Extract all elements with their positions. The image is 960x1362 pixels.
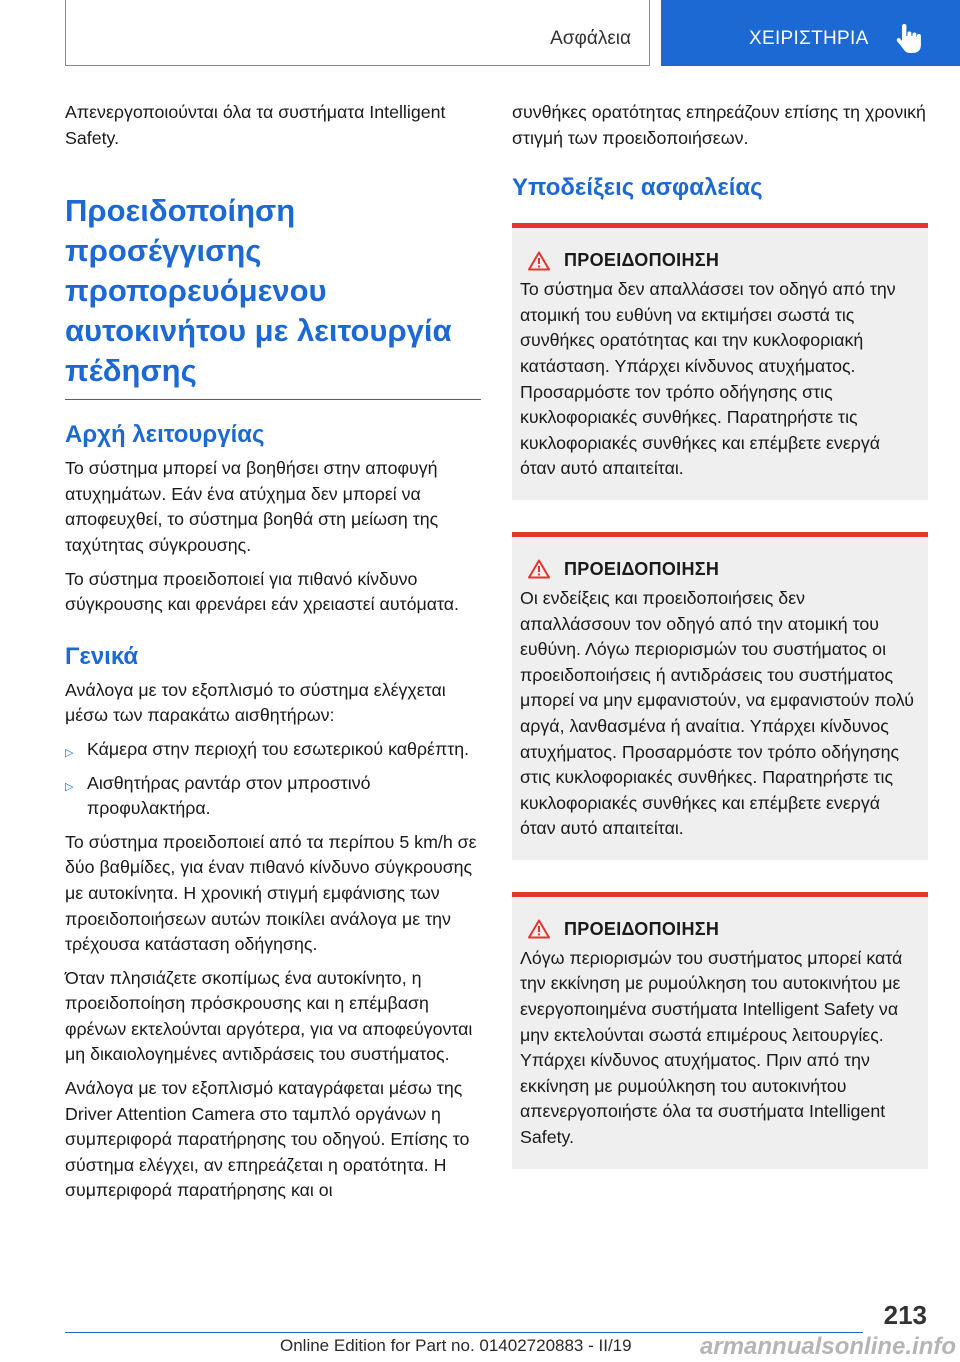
warning-text: Λόγω περιορισμών του συστήματος μπορεί κατά την εκκίνηση με ρυμούλκηση του αυτοκινήτου με ενεργοποιημένα συστήματα Intelligent Safety να μην εκτελούνται σωστά επιμέρους λειτουργίες. Υπάρχει κίνδυνος ατυχήματος. Πριν από την εκκίνηση με ρυμούλκηση του αυτοκινήτου απενεργοποιήστε όλα τα συστήματα Intelligent Safety. <box>520 947 903 1148</box>
warning-title: ΠΡΟΕΙΔΟΠΟΙΗΣΗ <box>564 250 720 271</box>
warning-title: ΠΡΟΕΙΔΟΠΟΙΗΣΗ <box>564 558 720 579</box>
page-number: 213 <box>883 1300 927 1330</box>
warning-triangle-icon <box>528 559 550 579</box>
chapter-tab-label: ΧΕΙΡΙΣΤΗΡΙΑ <box>749 28 869 49</box>
section-heading-general: Γενικά <box>65 642 139 670</box>
section-heading-principle: Αρχή λειτουργίας <box>65 421 265 449</box>
page-title: Προειδοποίηση προσέγγισης προπορευόμενου αυτοκινήτου με λειτουργία πέδησης <box>65 191 481 400</box>
warning-text: Το σύστημα δεν απαλλάσσει τον οδηγό από την ατομική του ευθύνη να εκτιμήσει σωστά τις συνθήκες ορατότητας και την κυκλοφοριακή κατάσταση. Υπάρχει κίνδυνος ατυχήματος. Προσαρμόστε τον τρόπο οδήγησης στις κυκλοφοριακές συνθήκες. Παρατηρήστε τις κυκλοφοριακές συνθήκες και επέμβετε ενεργά όταν αυτό απαιτείται. <box>520 279 896 479</box>
list-item-text: Αισθητήρας ραντάρ στον μπροστινό προφυλακτήρα. <box>87 772 371 819</box>
warning-header <box>528 919 920 940</box>
paragraph: Ανάλογα με τον εξοπλισμό καταγράφεται μέσω της Driver Attention Camera στο ταμπλό οργάνων η συμπεριφορά παρατήρησης του οδηγού. Επίσης το σύστημα ελέγχει, αν επηρεάζεται η ορατότητα. Η συμπεριφορά παρατήρησης και οι <box>65 1078 470 1201</box>
bullet-triangle-icon: ▷ <box>65 746 74 759</box>
sensor-list <box>65 737 481 822</box>
paragraph: Όταν πλησιάζετε σκοπίμως ένα αυτοκίνητο, η προειδοποίηση πρόσκρουσης και η επέμβαση φρένων εκτελούνται αργότερα, για να αποφεύγονται μη δικαιολογημένες αντιδράσεις του συστήματος. <box>65 967 473 1065</box>
bullet-triangle-icon: ▷ <box>65 780 74 793</box>
warning-triangle-icon <box>528 251 550 271</box>
watermark: armannualsonline.info <box>700 1333 957 1360</box>
warning-header <box>528 250 920 271</box>
header-bar <box>65 0 650 66</box>
list-item <box>65 771 481 822</box>
chapter-tab[interactable] <box>661 0 960 66</box>
warning-text: Οι ενδείξεις και προειδοποιήσεις δεν απαλλάσσουν τον οδηγό από την ατομική του ευθύνη. Λόγω περιορισμών του συστήματος οι προειδοποιήσεις ή αντιδράσεις του συστήματος μπορεί να μην εμφανιστούν, να εμφανιστούν πολύ αργά, λανθασμένα ή αναίτια. Υπάρχει κίνδυνος ατυχήματος. Προσαρμόστε τον τρόπο οδήγησης στις κυκλοφοριακές συνθήκες. Παρατηρήστε τις κυκλοφοριακές συνθήκες και επέμβετε ενεργά όταν αυτό απαιτείται. <box>520 587 914 839</box>
list-item <box>65 737 481 763</box>
section-title: Ασφάλεια <box>550 28 631 49</box>
left-column <box>65 100 481 1204</box>
warning-box <box>512 223 928 500</box>
list-item-text: Κάμερα στην περιοχή του εσωτερικού καθρέπτη. <box>87 738 470 759</box>
warning-triangle-icon <box>528 919 550 939</box>
warning-title: ΠΡΟΕΙΔΟΠΟΙΗΣΗ <box>564 918 720 939</box>
section-heading-safety: Υποδείξεις ασφαλείας <box>512 174 763 202</box>
continuation-text: συνθήκες ορατότητας επηρεάζουν επίσης τη χρονική στιγμή των προειδοποιήσεων. <box>512 102 926 148</box>
intro-text: Απενεργοποιούνται όλα τα συστήματα Intelligent Safety. <box>65 102 446 148</box>
paragraph: Το σύστημα προειδοποιεί από τα περίπου 5 km/h σε δύο βαθμίδες, για έναν πιθανό κίνδυνο σύγκρουσης με αυτοκίνητα. Η χρονική στιγμή εμφάνισης των προειδοποιήσεων αυτών ποικίλει ανάλογα με την τρέχουσα κατάσταση οδήγησης. <box>65 831 477 955</box>
right-column <box>512 100 928 1201</box>
paragraph: Το σύστημα προειδοποιεί για πιθανό κίνδυνο σύγκρουσης και φρενάρει εάν χρειαστεί αυτόματα. <box>65 568 459 615</box>
edition-text: Online Edition for Part no. 01402720883 - II/19 <box>280 1336 632 1355</box>
warning-header <box>528 559 920 580</box>
paragraph: Ανάλογα με τον εξοπλισμό το σύστημα ελέγχεται μέσω των παρακάτω αισθητήρων: <box>65 679 446 726</box>
hand-pointer-icon <box>895 24 921 54</box>
warning-box <box>512 892 928 1169</box>
paragraph: Το σύστημα μπορεί να βοηθήσει στην αποφυγή ατυχημάτων. Εάν ένα ατύχημα δεν μπορεί να αποφευχθεί, το σύστημα βοηθά στη μείωση της ταχύτητας σύγκρουσης. <box>65 458 439 555</box>
warning-box <box>512 532 928 860</box>
